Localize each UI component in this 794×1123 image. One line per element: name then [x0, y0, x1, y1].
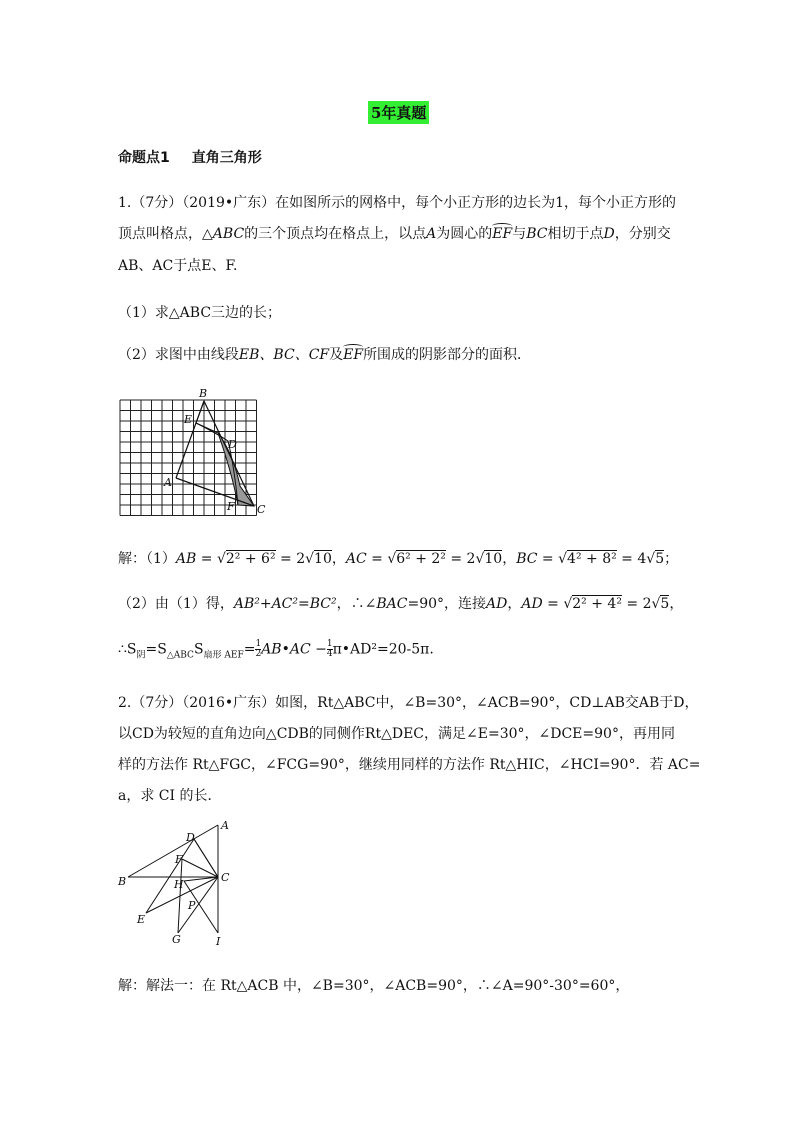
q1-sub-1: （1）求△ABC三边的长；: [118, 305, 282, 321]
triangle-figure: [110, 815, 250, 955]
fraction-quarter: $\frac{1}{4}$: [326, 639, 333, 659]
label-p: P: [188, 899, 196, 912]
q1-line-3: AB、AC于点E、F.: [118, 258, 238, 274]
label-f: F: [227, 500, 235, 513]
segment-ba: [128, 825, 218, 877]
section-number: 命题点1: [118, 150, 170, 166]
q1-solution-3: $\therefore S_阴=S_{\triangle ABC}S_{扇形 AEF}=$ $\frac{1}{2}$ AB•AC − $\frac{1}{4}$ π•AD²=20-5π.: [118, 639, 434, 661]
label-i: I: [216, 935, 221, 948]
label-c: C: [221, 871, 230, 884]
label-e: E: [184, 413, 193, 426]
label-c: C: [257, 503, 266, 516]
label-g: G: [172, 933, 181, 946]
label-d: D: [228, 438, 237, 451]
label-a: A: [221, 819, 229, 832]
label-b: B: [199, 387, 208, 400]
arc-ef: EF: [492, 226, 513, 242]
label-h: H: [174, 878, 184, 891]
grid-figure: [110, 383, 270, 523]
section-name: 直角三角形: [191, 150, 262, 166]
label-f: F: [175, 853, 183, 866]
q1-sub-2: （2）求图中由线段EB、BC、CF及EF所围成的阴影部分的面积．: [118, 347, 532, 363]
q2-line-4: a，求 CI 的长．: [118, 788, 222, 804]
segment-fg: [178, 859, 182, 933]
label-e: E: [137, 913, 146, 926]
label-d: D: [186, 831, 195, 844]
label-b: B: [118, 875, 127, 888]
label-a: A: [164, 476, 172, 489]
fraction-half: $\frac{1}{2}$: [255, 639, 262, 659]
q1-solution-1: 解：（1）AB = √2² + 6² = 2√10，AC = √6² + 2² = 2√10，BC = √4² + 8² = 4√5；: [118, 551, 679, 567]
section-heading: [118, 147, 262, 167]
q1-line-2: 顶点叫格点，△ABC的三个顶点均在格点上，以点A为圆心的EF与BC相切于点D，分别交: [118, 226, 671, 242]
segment-de: [146, 839, 194, 913]
q1-line-1: 1.（7分）（2019•广东）在如图所示的网格中，每个小正方形的边长为1，每个小正方形的: [118, 195, 677, 211]
q1-solution-2: （2）由（1）得，AB²+AC²=BC²，∴∠BAC=90°，连接AD，AD = √2² + 4² = 2√5，: [118, 596, 684, 612]
page-title: 5年真题: [368, 101, 429, 124]
q2-line-2: 以CD为较短的直角边向△CDB的同侧作Rt△DEC，满足∠E=30°，∠DCE=90°，再用同: [118, 726, 675, 742]
q2-solution: 解：解法一：在 Rt△ACB 中，∠B=30°，∠ACB=90°，∴∠A=90°-30°=60°，: [118, 978, 630, 994]
q2-line-3: 样的方法作 Rt△FGC，∠FCG=90°，继续用同样的方法作 Rt△HIC，∠HCI=90°．若 AC=: [118, 757, 701, 773]
q2-line-1: 2.（7分）（2016•广东）如图，Rt△ABC中，∠B=30°，∠ACB=90°，CD⊥AB交AB于D，: [118, 695, 699, 711]
